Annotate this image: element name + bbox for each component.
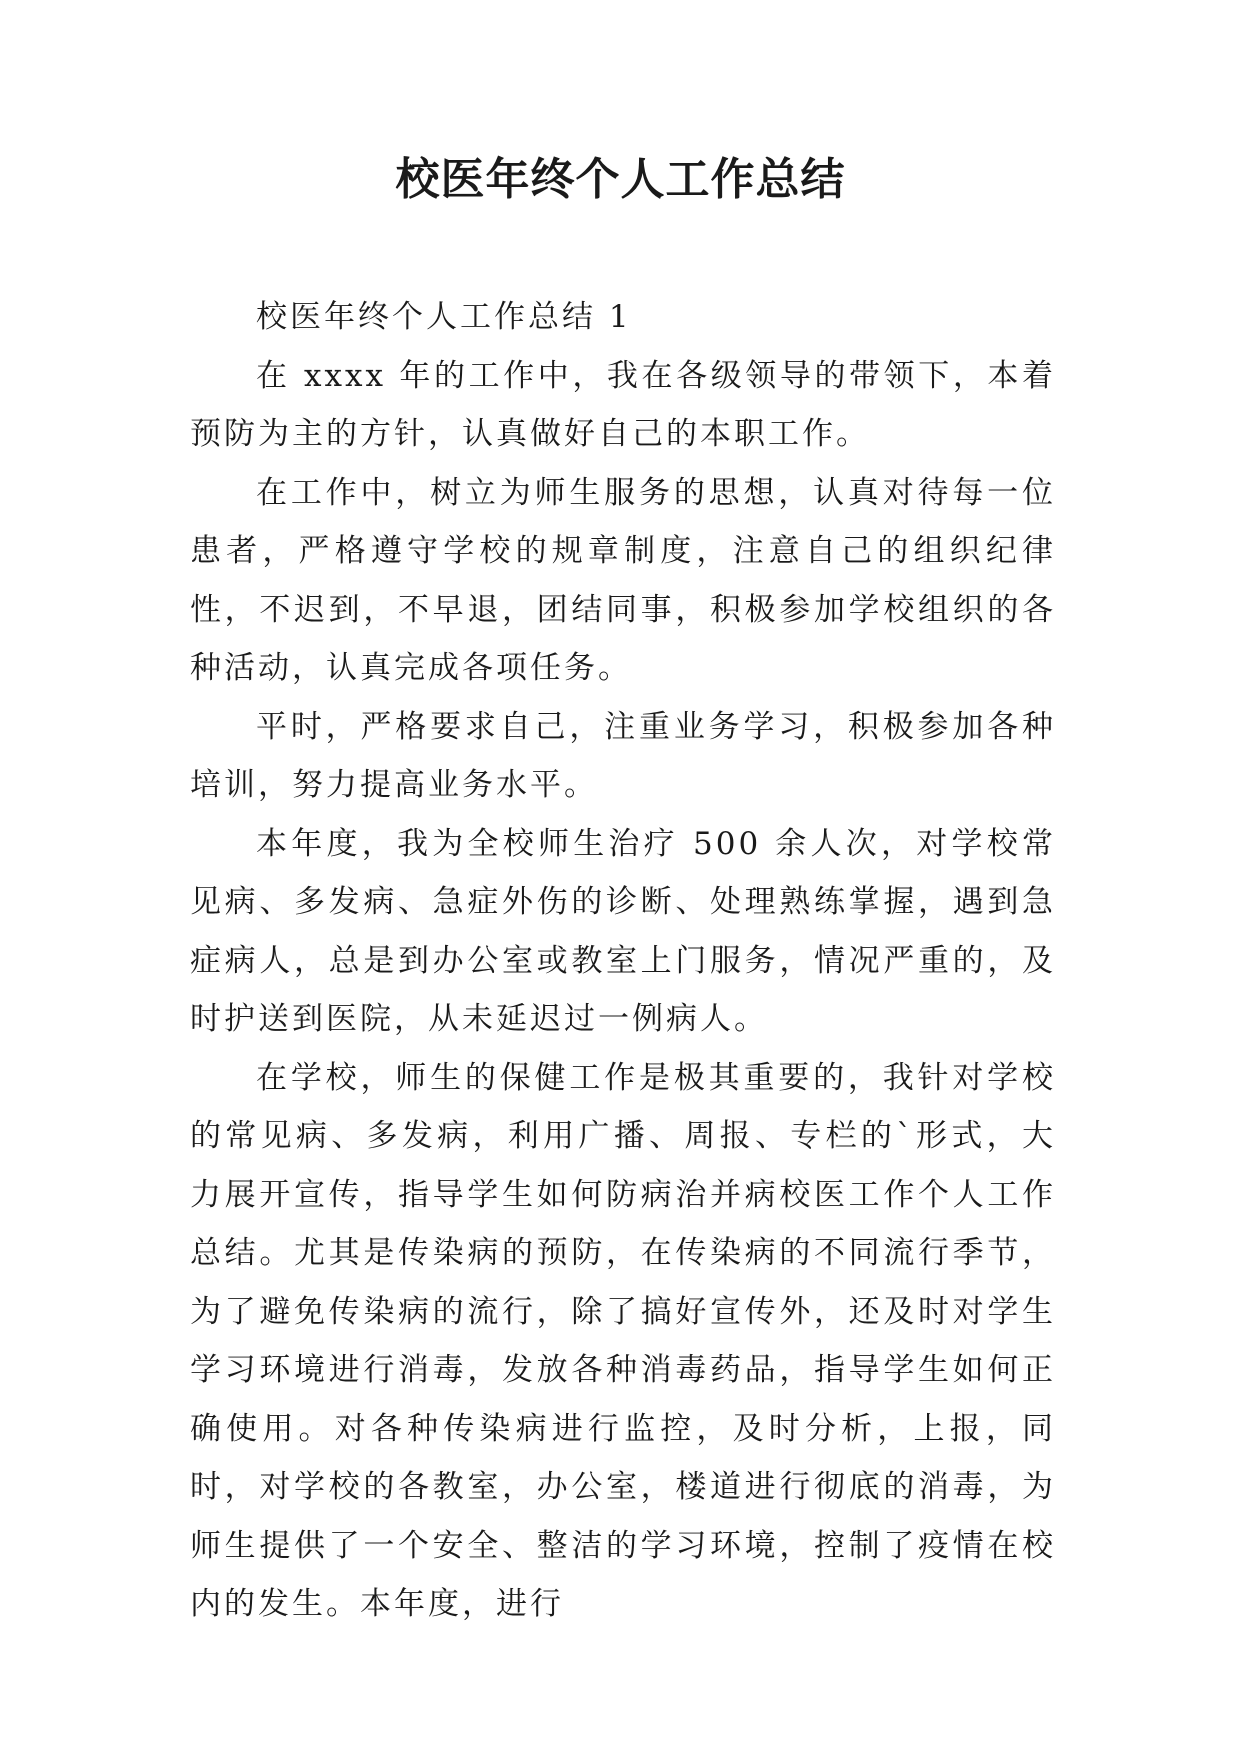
document-title: 校医年终个人工作总结 (395, 154, 846, 205)
paragraph: 在学校，师生的保健工作是极其重要的，我针对学校的常见病、多发病，利用广播、周报、专栏的`形式，大力展开宣传，指导学生如何防病治并病校医工作个人工作总结。尤其是传染病的预防，在传染病的不同流行季节，为了避免传染病的流行，除了搞好宣传外，还及时对学生学习环境进行消毒，发放各种消毒药品，指导学生如何正确使用。对各种传染病进行监控，及时分析，上报，同时，对学校的各教室，办公室，楼道进行彻底的消毒，为师生提供了一个安全、整洁的学习环境，控制了疫情在校内的发生。本年度，进行 (190, 1059, 1056, 1622)
section-heading: 校医年终个人工作总结 1 (256, 299, 632, 335)
paragraph: 在工作中，树立为师生服务的思想，认真对待每一位患者，严格遵守学校的规章制度，注意自己的组织纪律性，不迟到，不早退，团结同事，积极参加学校组织的各种活动，认真完成各项任务。 (190, 474, 1056, 686)
paragraph: 本年度，我为全校师生治疗 500 余人次，对学校常见病、多发病、急症外伤的诊断、处理熟练掌握，遇到急症病人，总是到办公室或教室上门服务，情况严重的，及时护送到医院，从未延迟过一例病人。 (190, 825, 1056, 1037)
paragraph: 平时，严格要求自己，注重业务学习，积极参加各种培训，努力提高业务水平。 (190, 708, 1056, 803)
document-body (190, 288, 1056, 1634)
paragraph: 在 xxxx 年的工作中，我在各级领导的带领下，本着预防为主的方针，认真做好自己的本职工作。 (190, 357, 1056, 452)
